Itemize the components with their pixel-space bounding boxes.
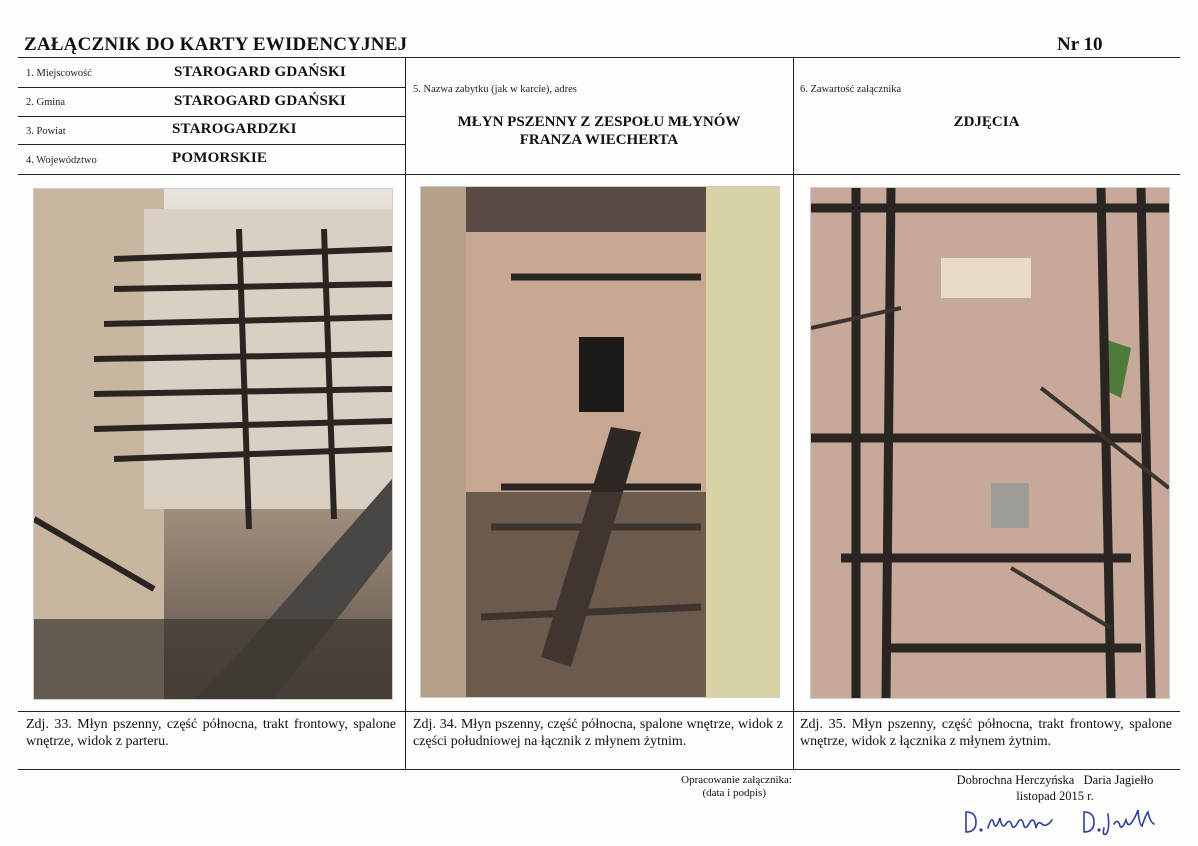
wojewodztwo-label: 4. Województwo [26, 155, 97, 166]
info-bottom-rule [18, 174, 1180, 175]
contents-value: ZDJĘCIA [953, 114, 1020, 130]
info-divider-2 [793, 57, 794, 770]
gmina-value: STAROGARD GDAŃSKI [174, 93, 346, 109]
powiat-value: STAROGARDZKI [172, 121, 297, 137]
caption-photo-34: Zdj. 34. Młyn pszenny, część północna, spalone wnętrze, widok z części południowej na łącznik z młynem żytnim. [413, 717, 783, 749]
monument-name-line1: MŁYN PSZENNY Z ZESPOŁU MŁYNÓW [457, 114, 741, 130]
burned-interior-photo-34 [421, 187, 779, 697]
burned-interior-photo-33 [34, 189, 392, 699]
caption-photo-33: Zdj. 33. Młyn pszenny, część północna, trakt frontowy, spalone wnętrze, widok z parteru. [26, 717, 396, 749]
caption-top-rule [18, 711, 1180, 712]
photo-34 [420, 186, 780, 698]
photo-35 [810, 187, 1170, 699]
field-rule-3 [18, 144, 405, 145]
monument-name-line2: FRANZA WIECHERTA [519, 132, 679, 148]
field-rule-2 [18, 116, 405, 117]
miejscowosc-label: 1. Miejscowość [26, 68, 92, 79]
powiat-label: 3. Powiat [26, 126, 66, 137]
header-rule [18, 57, 1180, 58]
photo-33 [33, 188, 393, 700]
attachment-number: Nr 10 [1057, 34, 1103, 55]
prepared-label-line1: Opracowanie załącznika: [681, 774, 792, 786]
authors: Dobrochna Herczyńska Daria Jagiełło [956, 773, 1154, 787]
handwritten-signatures [958, 800, 1158, 840]
caption-photo-35: Zdj. 35. Młyn pszenny, część północna, trakt frontowy, spalone wnętrze, widok z łącznika z młynem żytnim. [800, 717, 1172, 749]
monument-label: 5. Nazwa zabytku (jak w karcie), adres [413, 84, 577, 95]
info-divider-1 [405, 57, 406, 770]
gmina-label: 2. Gmina [26, 97, 66, 108]
miejscowosc-value: STAROGARD GDAŃSKI [174, 64, 346, 80]
date: listopad 2015 r. [1016, 789, 1094, 803]
caption-bottom-rule [18, 769, 1180, 770]
prepared-label-line2: (data i podpis) [702, 787, 766, 799]
burned-interior-photo-35 [811, 188, 1169, 698]
page-title: ZAŁĄCZNIK DO KARTY EWIDENCYJNEJ [24, 34, 408, 55]
field-rule-1 [18, 87, 405, 88]
wojewodztwo-value: POMORSKIE [172, 150, 268, 166]
contents-label: 6. Zawartość załącznika [800, 84, 902, 95]
